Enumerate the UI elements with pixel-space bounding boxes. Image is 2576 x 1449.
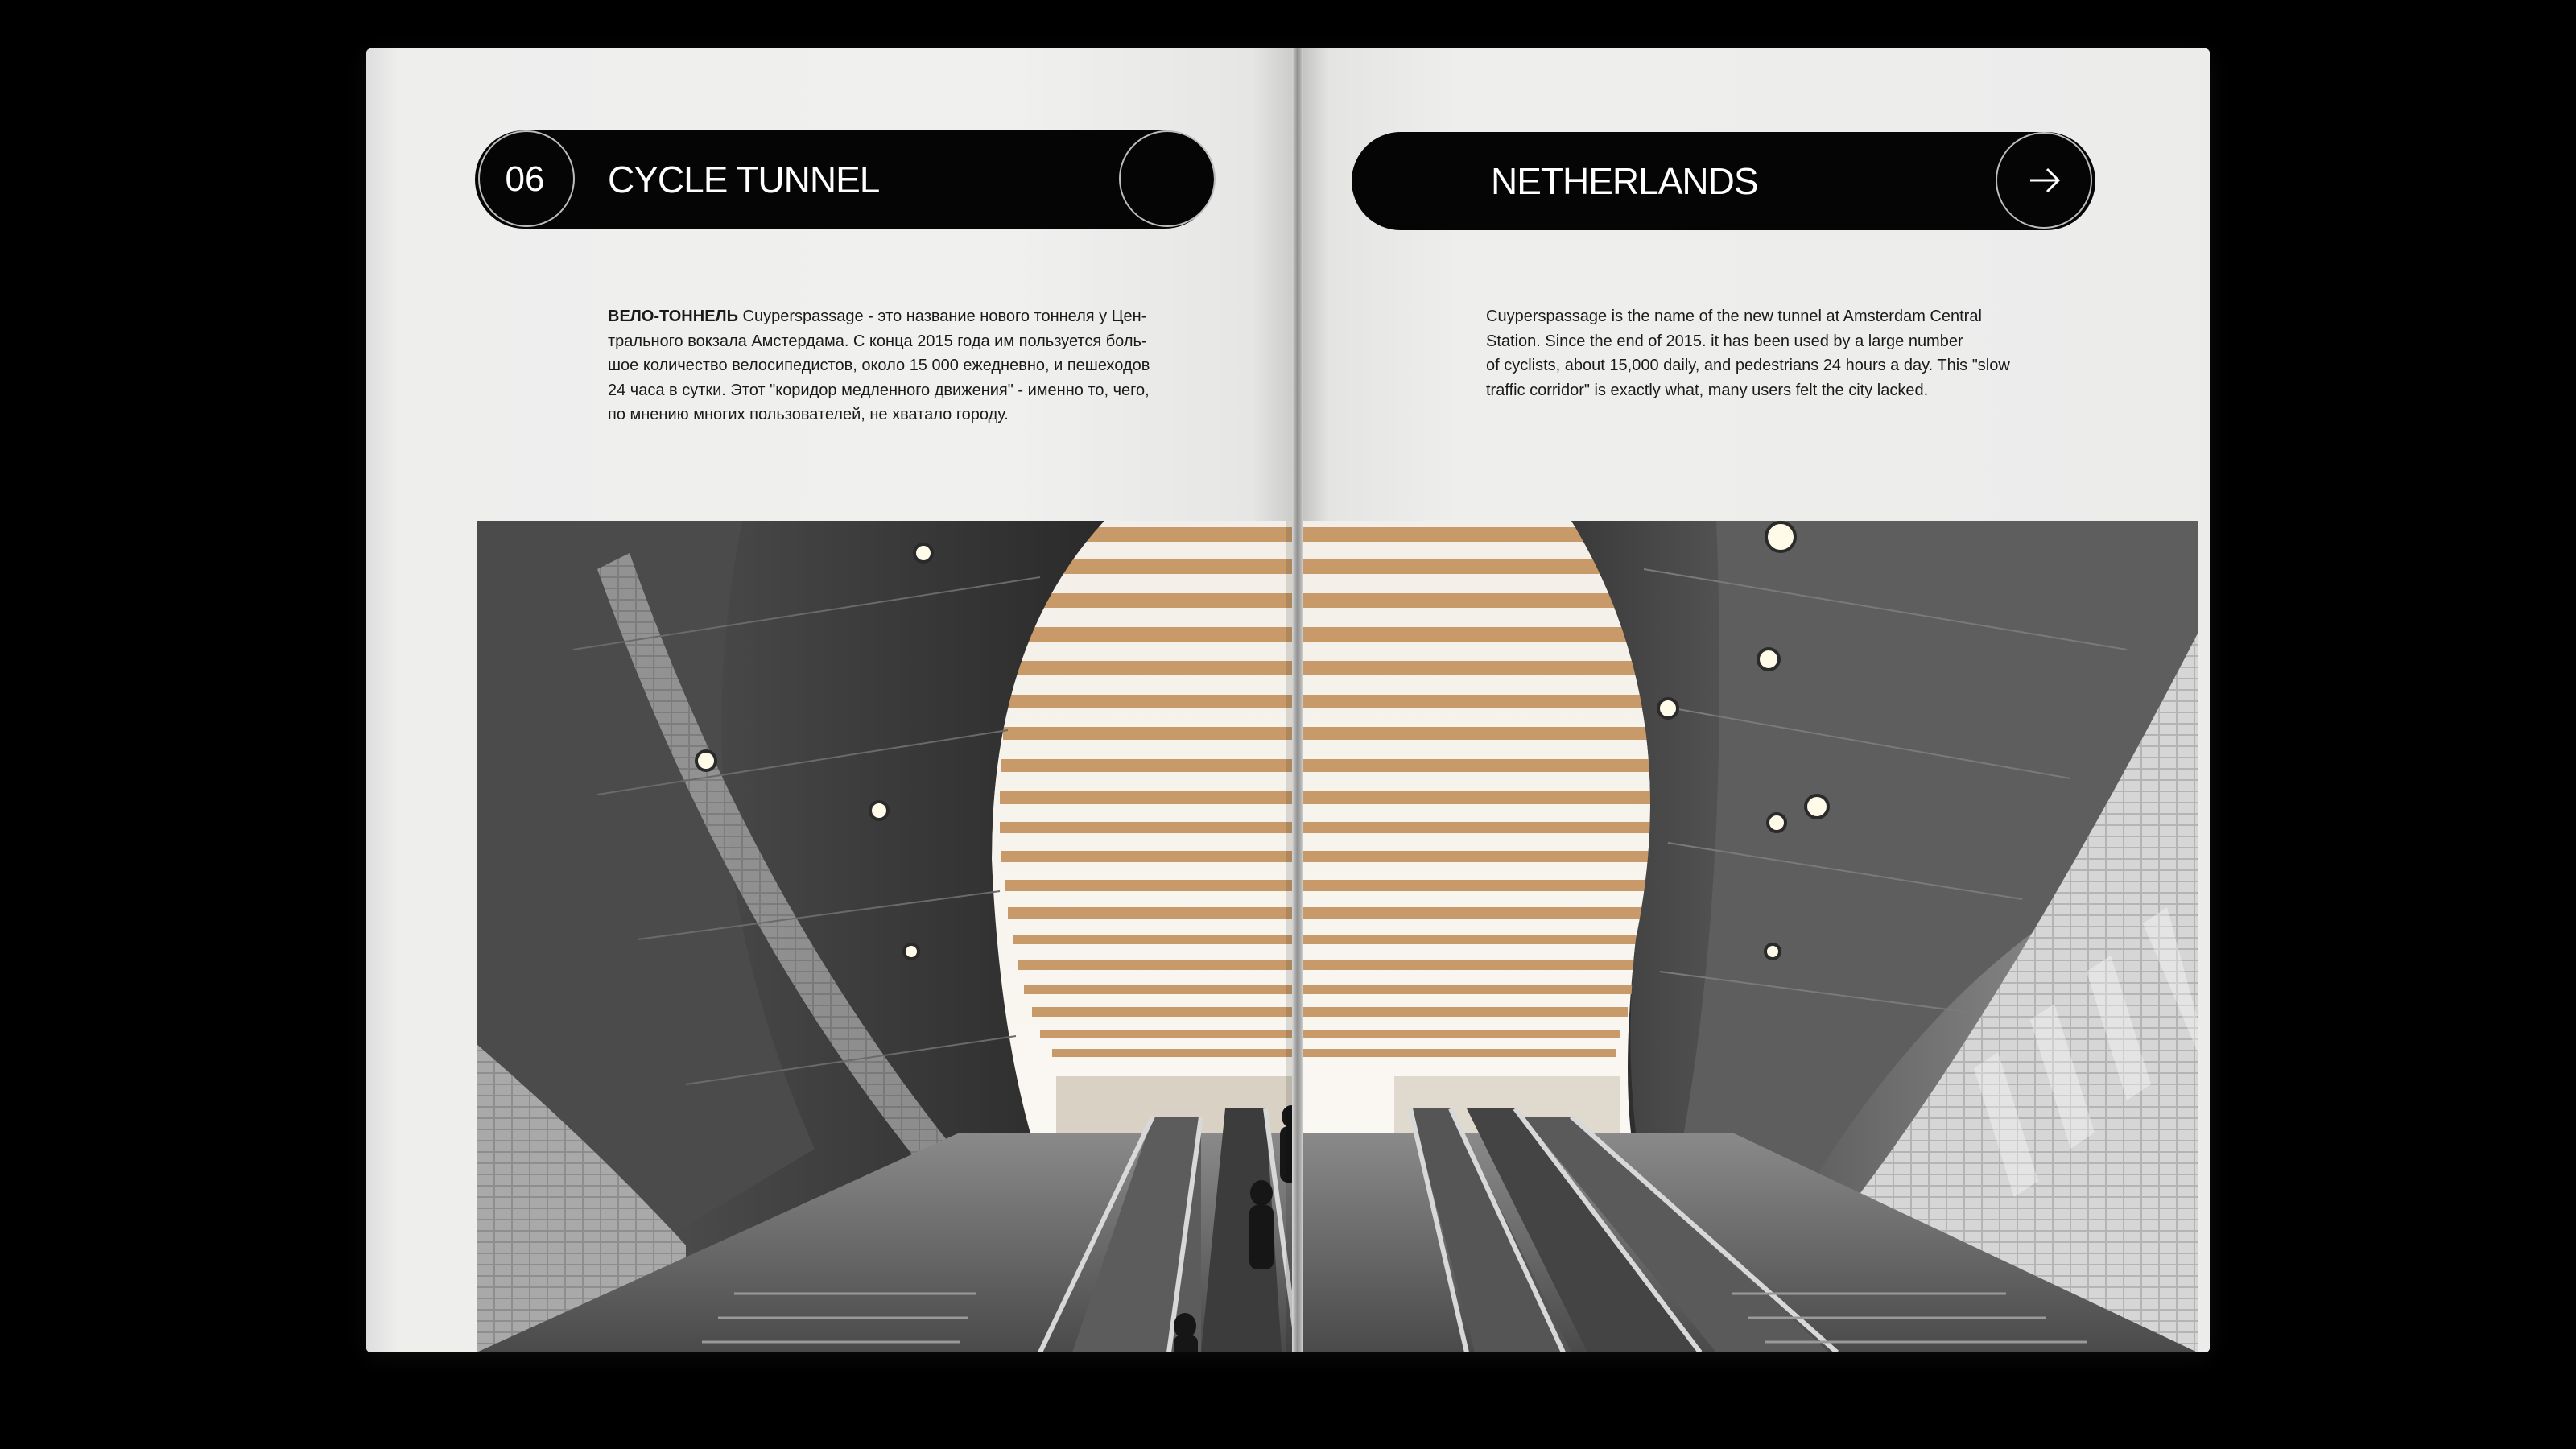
left-header-pill	[475, 130, 1214, 229]
open-brochure-spread	[366, 48, 2210, 1352]
russian-paragraph	[608, 304, 1220, 427]
empty-circle	[1119, 130, 1216, 227]
empty-circle	[1355, 132, 1451, 229]
text-line: по мнению многих пользователей, не хватало городу.	[608, 406, 1009, 423]
english-paragraph	[1486, 304, 2098, 402]
country-title: NETHERLANDS	[1491, 160, 1758, 202]
text-line: of cyclists, about 15,000 daily, and pedestrians 24 hours a day. This "slow	[1486, 357, 2010, 374]
tunnel-escalators-photo	[477, 521, 2198, 1352]
book-spine	[1292, 48, 1303, 1352]
text-line: 24 часа в сутки. Этот "коридор медленного движения" - именно то, чего,	[608, 381, 1150, 399]
paragraph-lead: ВЕЛО-ТОННЕЛЬ	[608, 308, 738, 325]
text-line: шое количество велосипедистов, около 15 000 ежедневно, и пешеходов	[608, 357, 1150, 374]
text-line: Cuyperspassage is the name of the new tunnel at Amsterdam Central	[1486, 308, 1982, 325]
text-line: traffic corridor" is exactly what, many users felt the city lacked.	[1486, 381, 1929, 399]
section-title: CYCLE TUNNEL	[608, 159, 880, 200]
text-line: Cuyperspassage - это название нового тоннеля у Цен-	[737, 308, 1147, 325]
text-line: трального вокзала Амстердама. С конца 2015 года им пользуется боль-	[608, 332, 1147, 350]
arrow-circle[interactable]	[1996, 132, 2092, 229]
text-line: Station. Since the end of 2015. it has been used by a large number	[1486, 332, 1963, 350]
section-number: 06	[505, 159, 545, 199]
right-header-pill	[1352, 132, 2095, 230]
arrow-right-icon	[1996, 132, 2092, 229]
